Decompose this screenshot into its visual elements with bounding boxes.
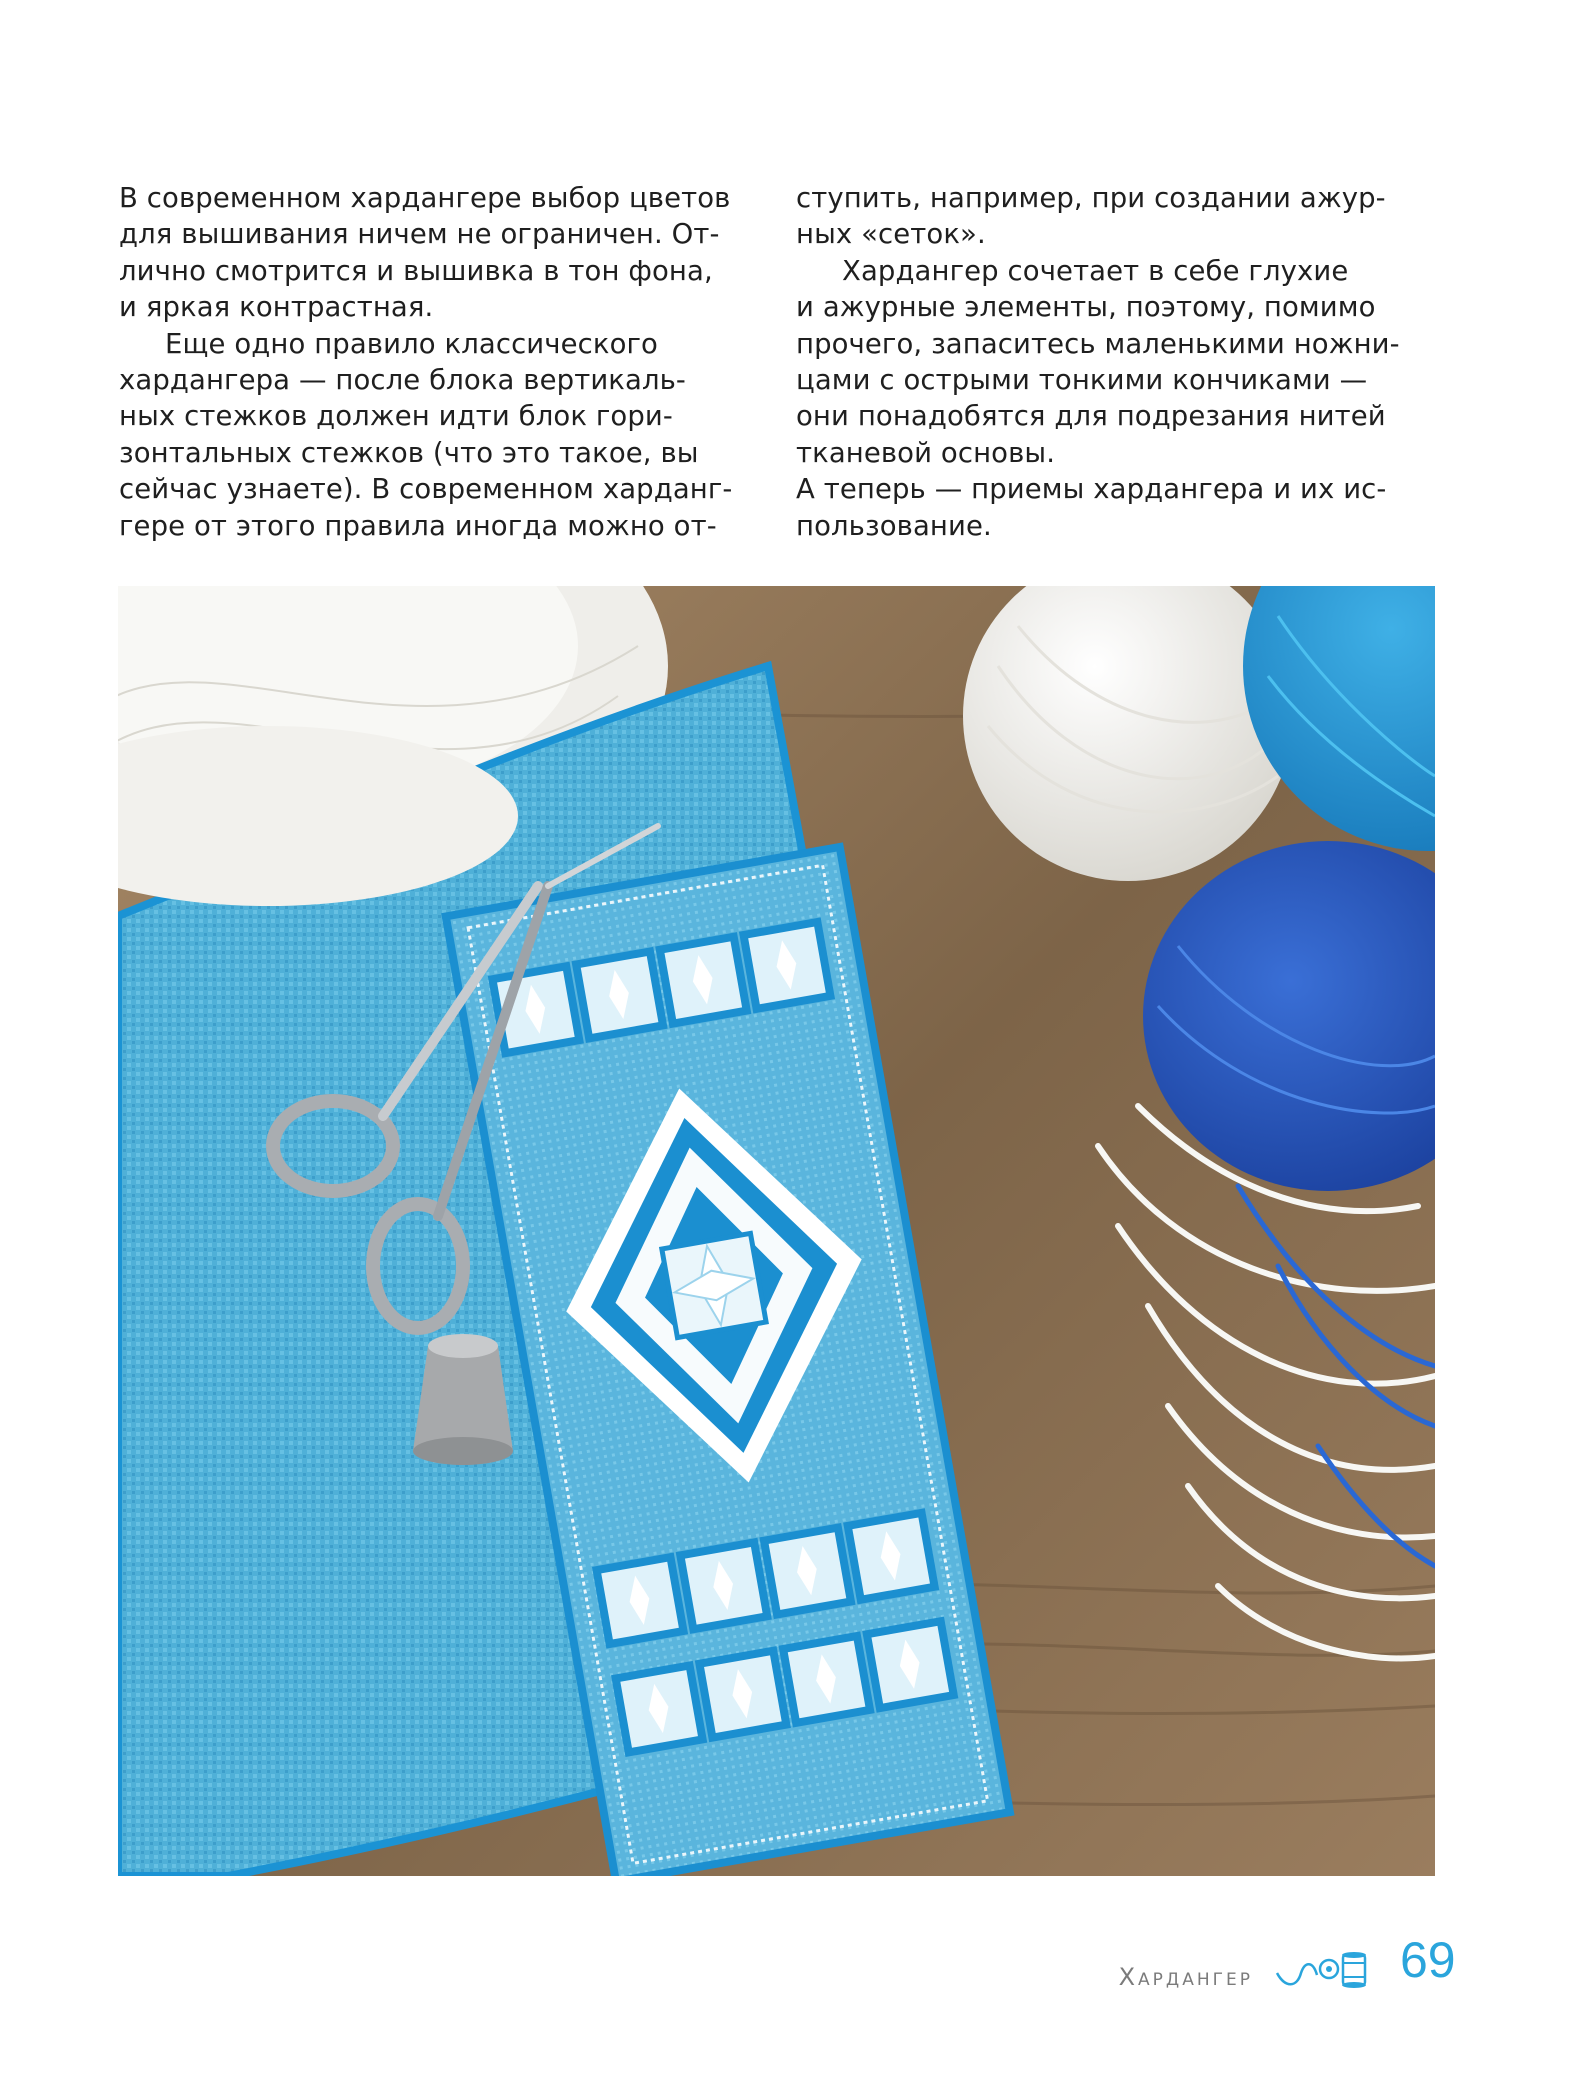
paragraph: ступить, например, при создании ажур- ных «сеток».	[796, 182, 1386, 251]
thread-spool-icon	[1275, 1943, 1375, 1993]
thimble	[413, 1334, 513, 1465]
text-column-right	[796, 180, 1428, 544]
page-footer	[0, 1932, 1591, 2015]
page-number: 69	[1400, 1932, 1456, 1988]
paragraph: А теперь — приемы хардангера и их ис- пользование.	[796, 473, 1387, 542]
running-head: Хардангер	[1118, 1963, 1253, 1991]
photo-illustration	[118, 586, 1435, 1876]
text-column-left	[119, 180, 751, 544]
photo-hardanger-embroidery	[118, 586, 1435, 1876]
paragraph: В современном хардангере выбор цветов для вышивания ничем не ограничен. От- лично смотрится и вышивка в тон фона, и яркая контрастная.	[119, 182, 731, 324]
paragraph: Хардангер сочетает в себе глухие и ажурные элементы, поэтому, помимо прочего, запаситесь маленькими ножни- цами с острыми тонкими кончиками — они понадобятся для подрезания нитей тканевой основы.	[796, 254, 1400, 469]
paragraph: Еще одно правило классического хардангера — после блока вертикаль- ных стежков должен идти блок гори- зонтальных стежков (что это такое, вы сейчас узнаете). В современном харданг- гере от этого правила иногда можно от-	[119, 327, 733, 542]
